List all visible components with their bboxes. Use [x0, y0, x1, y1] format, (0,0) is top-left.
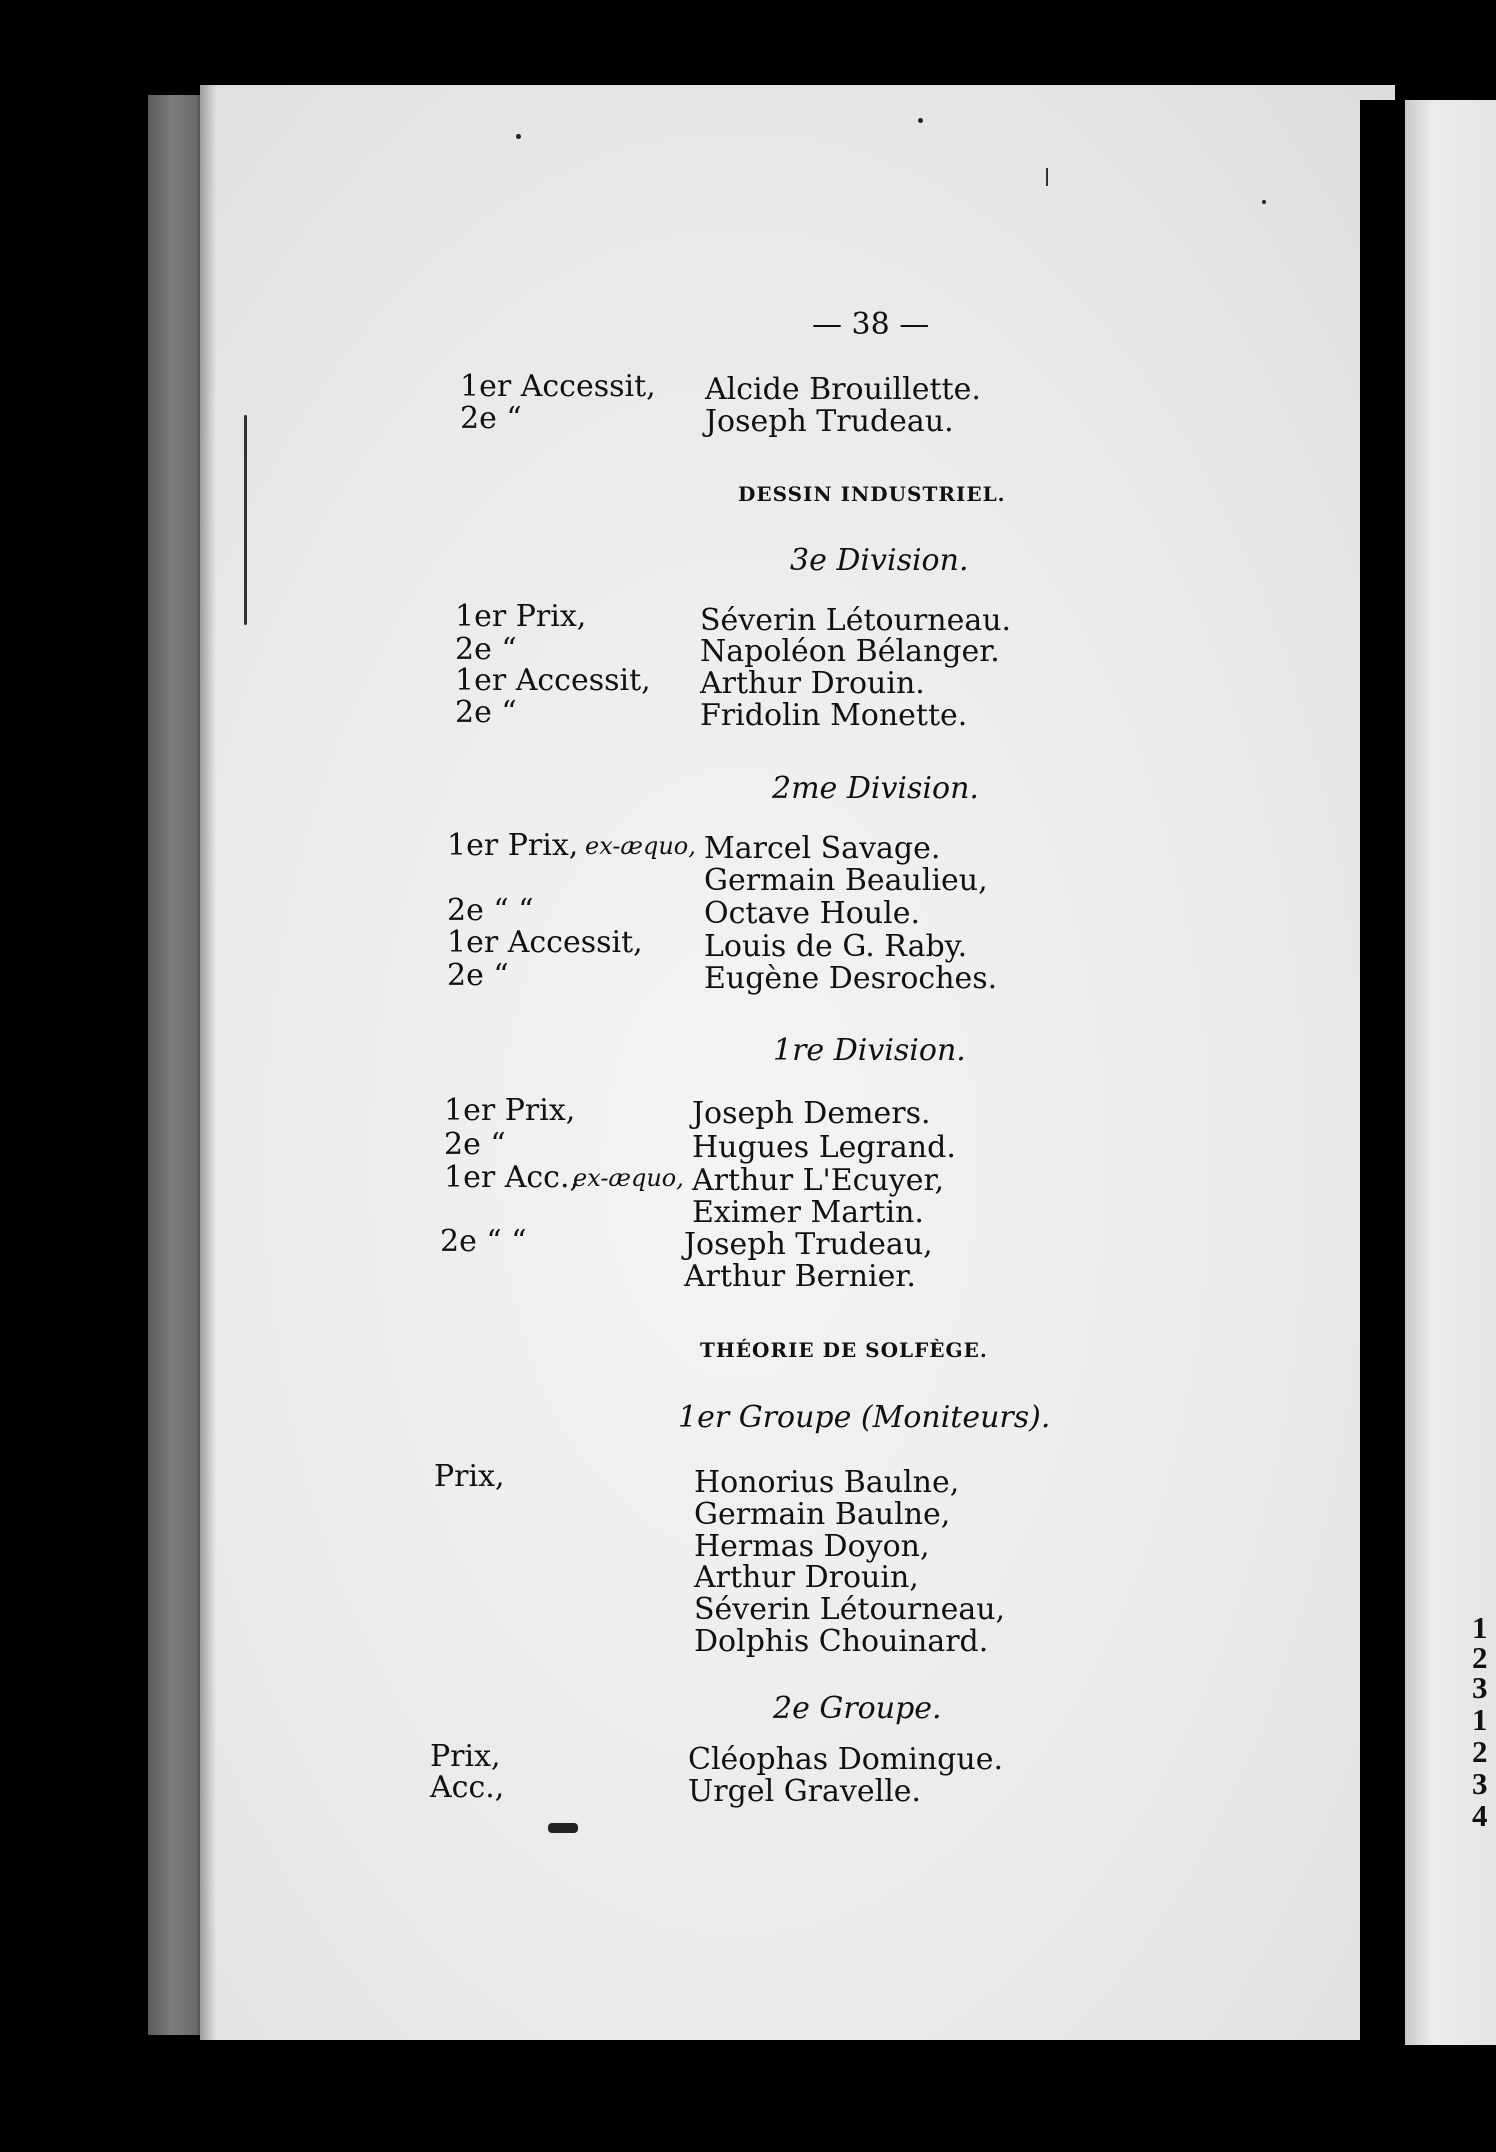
scratch	[244, 415, 247, 625]
award-label: 2e “ “	[447, 893, 534, 928]
facing-page-number: 2	[1472, 1640, 1488, 1675]
group-title: 1er Groupe (Moniteurs).	[678, 1400, 1051, 1435]
winner-name: Arthur Drouin,	[694, 1560, 919, 1595]
speck	[918, 118, 923, 123]
facing-page-number: 1	[1472, 1702, 1488, 1737]
winner-name: Honorius Baulne,	[694, 1465, 960, 1500]
ex-aequo-note: ex-æquo,	[573, 1164, 684, 1192]
speck	[516, 134, 521, 139]
winner-name: Napoléon Bélanger.	[700, 634, 1000, 669]
winner-name: Arthur Bernier.	[684, 1259, 916, 1294]
winner-name: Cléophas Domingue.	[688, 1742, 1003, 1777]
winner-name: Hugues Legrand.	[692, 1130, 956, 1165]
speck	[548, 1823, 578, 1833]
winner-name: Séverin Létourneau,	[694, 1592, 1006, 1627]
award-label: 1er Prix,	[444, 1093, 576, 1128]
winner-name: Marcel Savage.	[704, 831, 941, 866]
section-heading: THÉORIE DE SOLFÈGE.	[700, 1338, 988, 1362]
book-binding	[148, 95, 208, 2035]
winner-name: Joseph Demers.	[692, 1096, 931, 1131]
award-label: 1er Acc.,	[444, 1160, 580, 1195]
division-title: 3e Division.	[790, 543, 969, 578]
winner-name: Germain Beaulieu,	[704, 863, 988, 898]
winner-name: Arthur Drouin.	[700, 666, 925, 701]
winner-name: Louis de G. Raby.	[704, 929, 968, 964]
group-title: 2e Groupe.	[773, 1691, 942, 1726]
award-label: 2e “	[455, 695, 517, 730]
award-label: Prix,	[434, 1459, 505, 1494]
facing-page-number: 4	[1472, 1798, 1488, 1833]
speck	[1262, 200, 1266, 204]
award-label: 2e “ “	[440, 1224, 527, 1259]
winner-name: Dolphis Chouinard.	[694, 1624, 989, 1659]
winner-name: Octave Houle.	[704, 896, 921, 931]
winner-name: Arthur L'Ecuyer,	[692, 1163, 945, 1198]
award-label: 2e “	[455, 632, 517, 667]
award-label: 2e “	[444, 1127, 506, 1162]
winner-name: Germain Baulne,	[694, 1497, 951, 1532]
winner-name: Séverin Létourneau.	[700, 603, 1012, 638]
winner-name: Eugène Desroches.	[704, 961, 998, 996]
award-label: 1er Accessit,	[447, 925, 643, 960]
winner-name: Alcide Brouillette.	[705, 372, 981, 407]
winner-name: Fridolin Monette.	[700, 698, 968, 733]
section-heading: DESSIN INDUSTRIEL.	[738, 482, 1006, 506]
winner-name: Joseph Trudeau,	[684, 1227, 933, 1262]
page-gutter-shadow	[200, 85, 216, 2040]
facing-page-number: 2	[1472, 1734, 1488, 1769]
award-label: 2e “	[460, 401, 522, 436]
facing-page-number: 3	[1472, 1766, 1488, 1801]
division-title: 2me Division.	[772, 771, 979, 806]
award-label: 2e “	[447, 958, 509, 993]
award-label: Prix,	[430, 1739, 501, 1774]
winner-name: Urgel Gravelle.	[688, 1774, 922, 1809]
facing-page-number: 1	[1472, 1610, 1488, 1645]
winner-name: Hermas Doyon,	[694, 1529, 930, 1564]
facing-page-number: 3	[1472, 1670, 1488, 1705]
winner-name: Eximer Martin.	[692, 1195, 924, 1230]
award-label: 1er Accessit,	[455, 663, 651, 698]
award-label: 1er Accessit,	[460, 369, 656, 404]
award-label: Acc.,	[430, 1770, 505, 1805]
award-label: 1er Prix,	[447, 828, 579, 863]
scratch	[1046, 168, 1048, 186]
award-label: 1er Prix,	[455, 599, 587, 634]
winner-name: Joseph Trudeau.	[705, 404, 954, 439]
division-title: 1re Division.	[773, 1033, 966, 1068]
ex-aequo-note: ex-æquo,	[585, 832, 696, 860]
page-number: — 38 —	[812, 307, 930, 342]
